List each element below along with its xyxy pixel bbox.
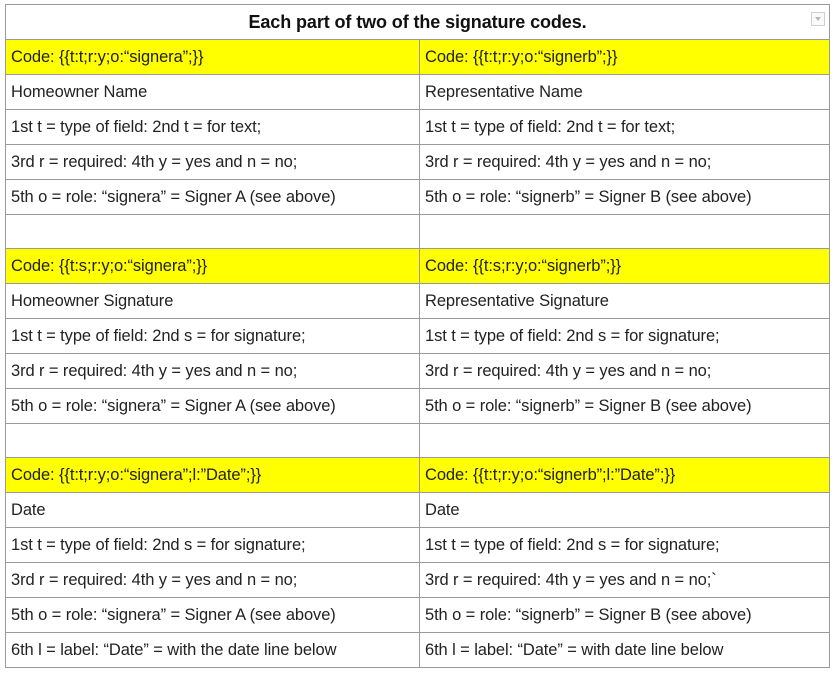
cell[interactable]: 5th o = role: “signerb” = Signer B (see above): [420, 389, 830, 424]
empty-cell[interactable]: [420, 215, 830, 249]
table-title: Each part of two of the signature codes.: [248, 11, 587, 32]
cell[interactable]: 3rd r = required: 4th y = yes and n = no;: [6, 563, 420, 598]
cell[interactable]: 1st t = type of field: 2nd t = for text;: [420, 110, 830, 145]
spacer-row: [6, 424, 830, 458]
table-row: [6, 389, 830, 424]
spacer-row: [6, 215, 830, 249]
empty-cell[interactable]: [420, 424, 830, 458]
table-row: [6, 598, 830, 633]
cell[interactable]: 6th l = label: “Date” = with the date line below: [6, 633, 420, 668]
table-row: [6, 528, 830, 563]
cell[interactable]: 5th o = role: “signera” = Signer A (see above): [6, 598, 420, 633]
cell[interactable]: Code: {{t:t;r:y;o:“signera”;l:”Date”;}}: [6, 458, 420, 493]
table-row: [6, 633, 830, 668]
cell[interactable]: 1st t = type of field: 2nd s = for signature;: [420, 319, 830, 354]
dropdown-arrow-icon[interactable]: [811, 12, 825, 26]
table-title-cell[interactable]: [6, 5, 830, 40]
cell[interactable]: 1st t = type of field: 2nd s = for signature;: [6, 528, 420, 563]
cell[interactable]: Code: {{t:t;r:y;o:“signerb”;}}: [420, 40, 830, 75]
cell[interactable]: 3rd r = required: 4th y = yes and n = no;: [6, 145, 420, 180]
table-row: [6, 284, 830, 319]
cell[interactable]: 3rd r = required: 4th y = yes and n = no;: [420, 354, 830, 389]
cell[interactable]: Representative Signature: [420, 284, 830, 319]
table-row: [6, 180, 830, 215]
cell[interactable]: Code: {{t:t;r:y;o:“signerb”;l:”Date”;}}: [420, 458, 830, 493]
cell[interactable]: 5th o = role: “signera” = Signer A (see above): [6, 180, 420, 215]
table-row: [6, 354, 830, 389]
cell[interactable]: Code: {{t:s;r:y;o:“signerb”;}}: [420, 249, 830, 284]
cell[interactable]: 5th o = role: “signerb” = Signer B (see above): [420, 180, 830, 215]
cell[interactable]: Homeowner Signature: [6, 284, 420, 319]
cell[interactable]: 5th o = role: “signerb” = Signer B (see above): [420, 598, 830, 633]
title-row: [6, 5, 830, 40]
signature-codes-table: [5, 4, 830, 668]
table-row: [6, 319, 830, 354]
cell[interactable]: Code: {{t:s;r:y;o:“signera”;}}: [6, 249, 420, 284]
cell[interactable]: 3rd r = required: 4th y = yes and n = no;`: [420, 563, 830, 598]
cell[interactable]: 5th o = role: “signera” = Signer A (see above): [6, 389, 420, 424]
cell[interactable]: Code: {{t:t;r:y;o:“signera”;}}: [6, 40, 420, 75]
table-row: [6, 145, 830, 180]
cell[interactable]: 6th l = label: “Date” = with date line below: [420, 633, 830, 668]
code-row: [6, 40, 830, 75]
cell[interactable]: 1st t = type of field: 2nd t = for text;: [6, 110, 420, 145]
signature-codes-sheet: [5, 4, 829, 668]
cell[interactable]: 3rd r = required: 4th y = yes and n = no;: [6, 354, 420, 389]
cell[interactable]: 1st t = type of field: 2nd s = for signature;: [6, 319, 420, 354]
empty-cell[interactable]: [6, 215, 420, 249]
table-row: [6, 563, 830, 598]
empty-cell[interactable]: [6, 424, 420, 458]
cell[interactable]: 3rd r = required: 4th y = yes and n = no;: [420, 145, 830, 180]
cell[interactable]: Homeowner Name: [6, 75, 420, 110]
cell[interactable]: 1st t = type of field: 2nd s = for signature;: [420, 528, 830, 563]
cell[interactable]: Date: [420, 493, 830, 528]
table-row: [6, 75, 830, 110]
cell[interactable]: Date: [6, 493, 420, 528]
cell[interactable]: Representative Name: [420, 75, 830, 110]
table-row: [6, 493, 830, 528]
code-row: [6, 458, 830, 493]
table-row: [6, 110, 830, 145]
code-row: [6, 249, 830, 284]
